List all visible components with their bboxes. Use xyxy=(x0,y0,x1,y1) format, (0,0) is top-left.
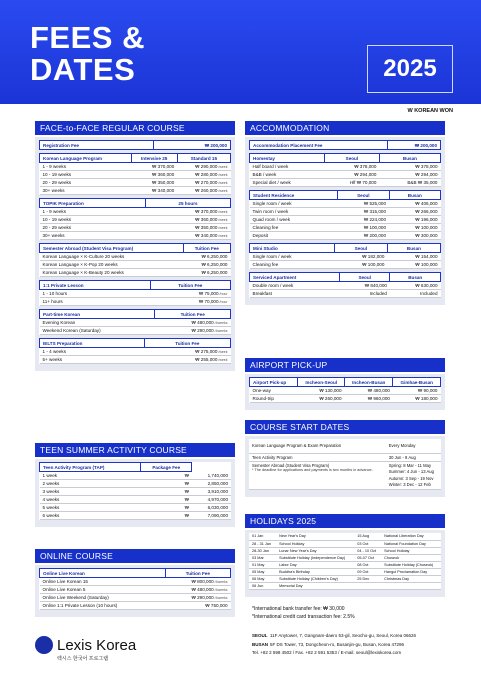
table-row: Single room / week ₩ 525,000 ₩ 406,000 xyxy=(250,200,441,208)
table-row: 06 May Substitute Holiday (Children's Day) 25 Dec Christmas Day xyxy=(249,575,441,582)
table-row: Online Live Korean 5 ₩ 480,000 /4weeks xyxy=(40,586,231,594)
table-row: 1 - 10 hours ₩ 75,000 /hour xyxy=(40,290,231,298)
section-title: AIRPORT PICK-UP xyxy=(245,358,445,372)
table-row: Cleaning fee ₩ 100,000 ₩ 100,000 xyxy=(250,261,441,269)
table-row: 1 - 4 weeks ₩ 275,000 /week xyxy=(40,348,231,356)
table-row: 05 May Buddha's Birthday 09 Oct Hangul Proclamation Day xyxy=(249,568,441,575)
private-table xyxy=(39,280,231,306)
section-title: COURSE START DATES xyxy=(245,420,445,434)
section-title: ONLINE COURSE xyxy=(35,549,235,563)
table-row: 1 - 9 weeks ₩ 370,000 ₩ 290,000 /week xyxy=(40,163,231,171)
table-header: Serviced Apartment Seoul Busan xyxy=(250,273,441,282)
mini-table xyxy=(249,243,441,269)
table-header: Homestay Seoul Busan xyxy=(250,154,441,163)
table-header: Teen Activity Program (TAP) Package Fee xyxy=(40,463,232,472)
table-row: 28 - 31 Jan School Holiday 03 Oct National Foundation Day xyxy=(249,540,441,547)
table-row: Half board / week ₩ 378,000 ₩ 378,000 xyxy=(250,163,441,171)
currency-label: W KOREAN WON xyxy=(407,108,453,114)
table-row: Online 1:1 Private Lesson (10 hours) ₩ 750,000 xyxy=(40,602,231,610)
table-row: Cleaning fee ₩ 100,000 ₩ 100,000 xyxy=(250,224,441,232)
airport-table xyxy=(249,377,441,403)
table-row: Single room / week ₩ 182,000 ₩ 154,000 xyxy=(250,253,441,261)
online-section xyxy=(35,549,235,617)
airport-section xyxy=(245,358,445,410)
table-row: Online Live Weekend (Saturday) ₩ 290,000 /4weeks xyxy=(40,594,231,602)
table-row: 20 - 29 weeks ₩ 350,000 /week xyxy=(40,224,231,232)
table-row: Deposit ₩ 200,000 ₩ 300,000 xyxy=(250,232,441,240)
section-title: ACCOMMODATION xyxy=(245,121,445,135)
table-row: 3 weeks ₩ 3,910,000 xyxy=(40,488,232,496)
table-row: Korean Language × K-Pop 20 weeks ₩ 6,250,000 xyxy=(40,261,231,269)
abroad-table xyxy=(39,243,231,277)
logo-mark-icon xyxy=(35,636,53,654)
table-header: IELTS Preparation Tuition Fee xyxy=(40,339,231,348)
summer-section xyxy=(35,443,235,527)
holidays-table xyxy=(249,533,441,590)
hero-banner xyxy=(0,0,481,104)
table-row: Evening Korean ₩ 480,000 /4weeks xyxy=(40,319,231,327)
table-header: Part-time Korean Tuition Fee xyxy=(40,310,231,319)
table-row: 2 weeks ₩ 2,850,000 xyxy=(40,480,232,488)
table-row: Twin room / week ₩ 315,000 ₩ 266,000 xyxy=(250,208,441,216)
homestay-table xyxy=(249,153,441,187)
table-row: 4 weeks ₩ 4,970,000 xyxy=(40,496,232,504)
table-row: 06 Jun Memorial Day xyxy=(249,582,441,589)
table-row: 5+ weeks ₩ 255,000 /week xyxy=(40,356,231,364)
topik-table xyxy=(39,198,231,240)
year-badge: 2025 xyxy=(367,45,453,93)
table-row: 11+ hours ₩ 70,000 /hour xyxy=(40,298,231,306)
parttime-table xyxy=(39,309,231,335)
table-header: 1:1 Private Lesson Tuition Fee xyxy=(40,281,231,290)
start-table: Korean Language Program & Exam Preparation Every Monday Teen Activity Program 30 Jun - 8 Aug Semester Abroad (Student Visa Program) * The deadline for applications and payments is two months in advance. Spring: 8 Mar - 11 May Summer: 4 Jun - 13 Aug Autumn: 3 Sep - 19 Nov Winter: 3 Dec - 12 Feb xyxy=(249,439,441,490)
fee-notes: *International bank transfer fee: ₩ 30,000 *International credit card transaction fee: 2.5% xyxy=(252,606,355,620)
serviced-table xyxy=(249,272,441,298)
table-row: 01 May Labor Day 08 Oct Substitute Holiday (Chuseok) xyxy=(249,561,441,568)
table-header: Airport Pick-up Incheon-Seoul Incheon-Busan Gimhae-Busan xyxy=(250,378,441,387)
table-row: 30+ weeks ₩ 340,000 ₩ 260,000 /week xyxy=(40,187,231,195)
table-row: Double room / week ₩ 840,000 ₩ 630,000 xyxy=(250,282,441,290)
table-row: Special diet / week Hlf ₩ 70,000 B&B ₩ 35,000 xyxy=(250,179,441,187)
residence-table xyxy=(249,190,441,240)
table-row: Korean Language × K-Culture 20 weeks ₩ 6,250,000 xyxy=(40,253,231,261)
placement-table: Accommodation Placement Fee ₩ 200,000 xyxy=(249,140,441,150)
table-row: 1 - 9 weeks ₩ 370,000 /week xyxy=(40,208,231,216)
table-row: 10 - 19 weeks ₩ 360,000 /week xyxy=(40,216,231,224)
summer-table xyxy=(39,462,231,520)
table-header: TOPIK Preparation 25 hours xyxy=(40,199,231,208)
f2f-section xyxy=(35,121,235,371)
table-row: 01 Jan New Year's Day 15 Aug National Liberation Day xyxy=(249,533,441,540)
accommodation-section xyxy=(245,121,445,305)
holidays-section xyxy=(245,514,445,597)
table-header: Student Residence Seoul Busan xyxy=(250,191,441,200)
section-title: FACE-to-FACE REGULAR COURSE xyxy=(35,121,235,135)
korean-table xyxy=(39,153,231,195)
table-header: Semester Abroad (Student Visa Program) Tuition Fee xyxy=(40,244,231,253)
table-row: Weekend Korean (Saturday) ₩ 290,000 /4weeks xyxy=(40,327,231,335)
table-row: 30+ weeks ₩ 340,000 /week xyxy=(40,232,231,240)
table-row: 5 weeks ₩ 6,030,000 xyxy=(40,504,232,512)
table-row: 03 Mar Substitute Holiday (Independence Day) 05-07 Oct Chuseok xyxy=(249,554,441,561)
table-row: 1 week ₩ 1,740,000 xyxy=(40,472,232,480)
table-row: Online Live Korean 15 ₩ 800,000 /4weeks xyxy=(40,578,231,586)
table-row: One-way ₩ 130,000 ₩ 480,000 ₩ 90,000 xyxy=(250,387,441,395)
table-row: 6 weeks ₩ 7,090,000 xyxy=(40,512,232,520)
table-row: Round-trip ₩ 260,000 ₩ 960,000 ₩ 180,000 xyxy=(250,395,441,403)
table-header: Online Live Korean Tuition Fee xyxy=(40,569,231,578)
table-header: Mini Studio Seoul Busan xyxy=(250,244,441,253)
start-section xyxy=(245,420,445,497)
table-row: 28-30 Jan Lunar New Year's Day 04 - 10 Oct School Holiday xyxy=(249,547,441,554)
table-row: Korean Language × K-Beauty 20 weeks ₩ 6,250,000 xyxy=(40,269,231,277)
registration-table: Registration Fee ₩ 200,000 xyxy=(39,140,231,150)
ielts-table xyxy=(39,338,231,364)
table-row: B&B / week ₩ 294,000 ₩ 294,000 xyxy=(250,171,441,179)
table-row: Breakfast Included Included xyxy=(250,290,441,298)
table-row: Quad room / week ₩ 224,000 ₩ 196,000 xyxy=(250,216,441,224)
contact-info: SEOUL 11F Anytower, 7, Gangnam-daero 53-gil, Seocho-gu, Seoul, Korea 06626 BUSAN 5F DS Tower, 73, Dongcheon-ro, Busanjin-gu, Busan, Korea 47296 Tel. +82 2 598 4502 / Fax. +82 2 591 5353 / E-mail. seoul@lexiskorea.com xyxy=(252,633,417,655)
table-row: 20 - 29 weeks ₩ 350,000 ₩ 270,000 /week xyxy=(40,179,231,187)
lexis-logo: Lexis Korea 렉시스 한국어 프로그램 xyxy=(35,636,155,676)
page-title: FEES & DATES xyxy=(30,20,145,87)
section-title: HOLIDAYS 2025 xyxy=(245,514,445,528)
section-title: TEEN SUMMER ACTIVITY COURSE xyxy=(35,443,235,457)
table-row: 10 - 19 weeks ₩ 360,000 ₩ 280,000 /week xyxy=(40,171,231,179)
online-table xyxy=(39,568,231,610)
table-header: Korean Language Program Intensive 25 Standard 15 xyxy=(40,154,231,163)
